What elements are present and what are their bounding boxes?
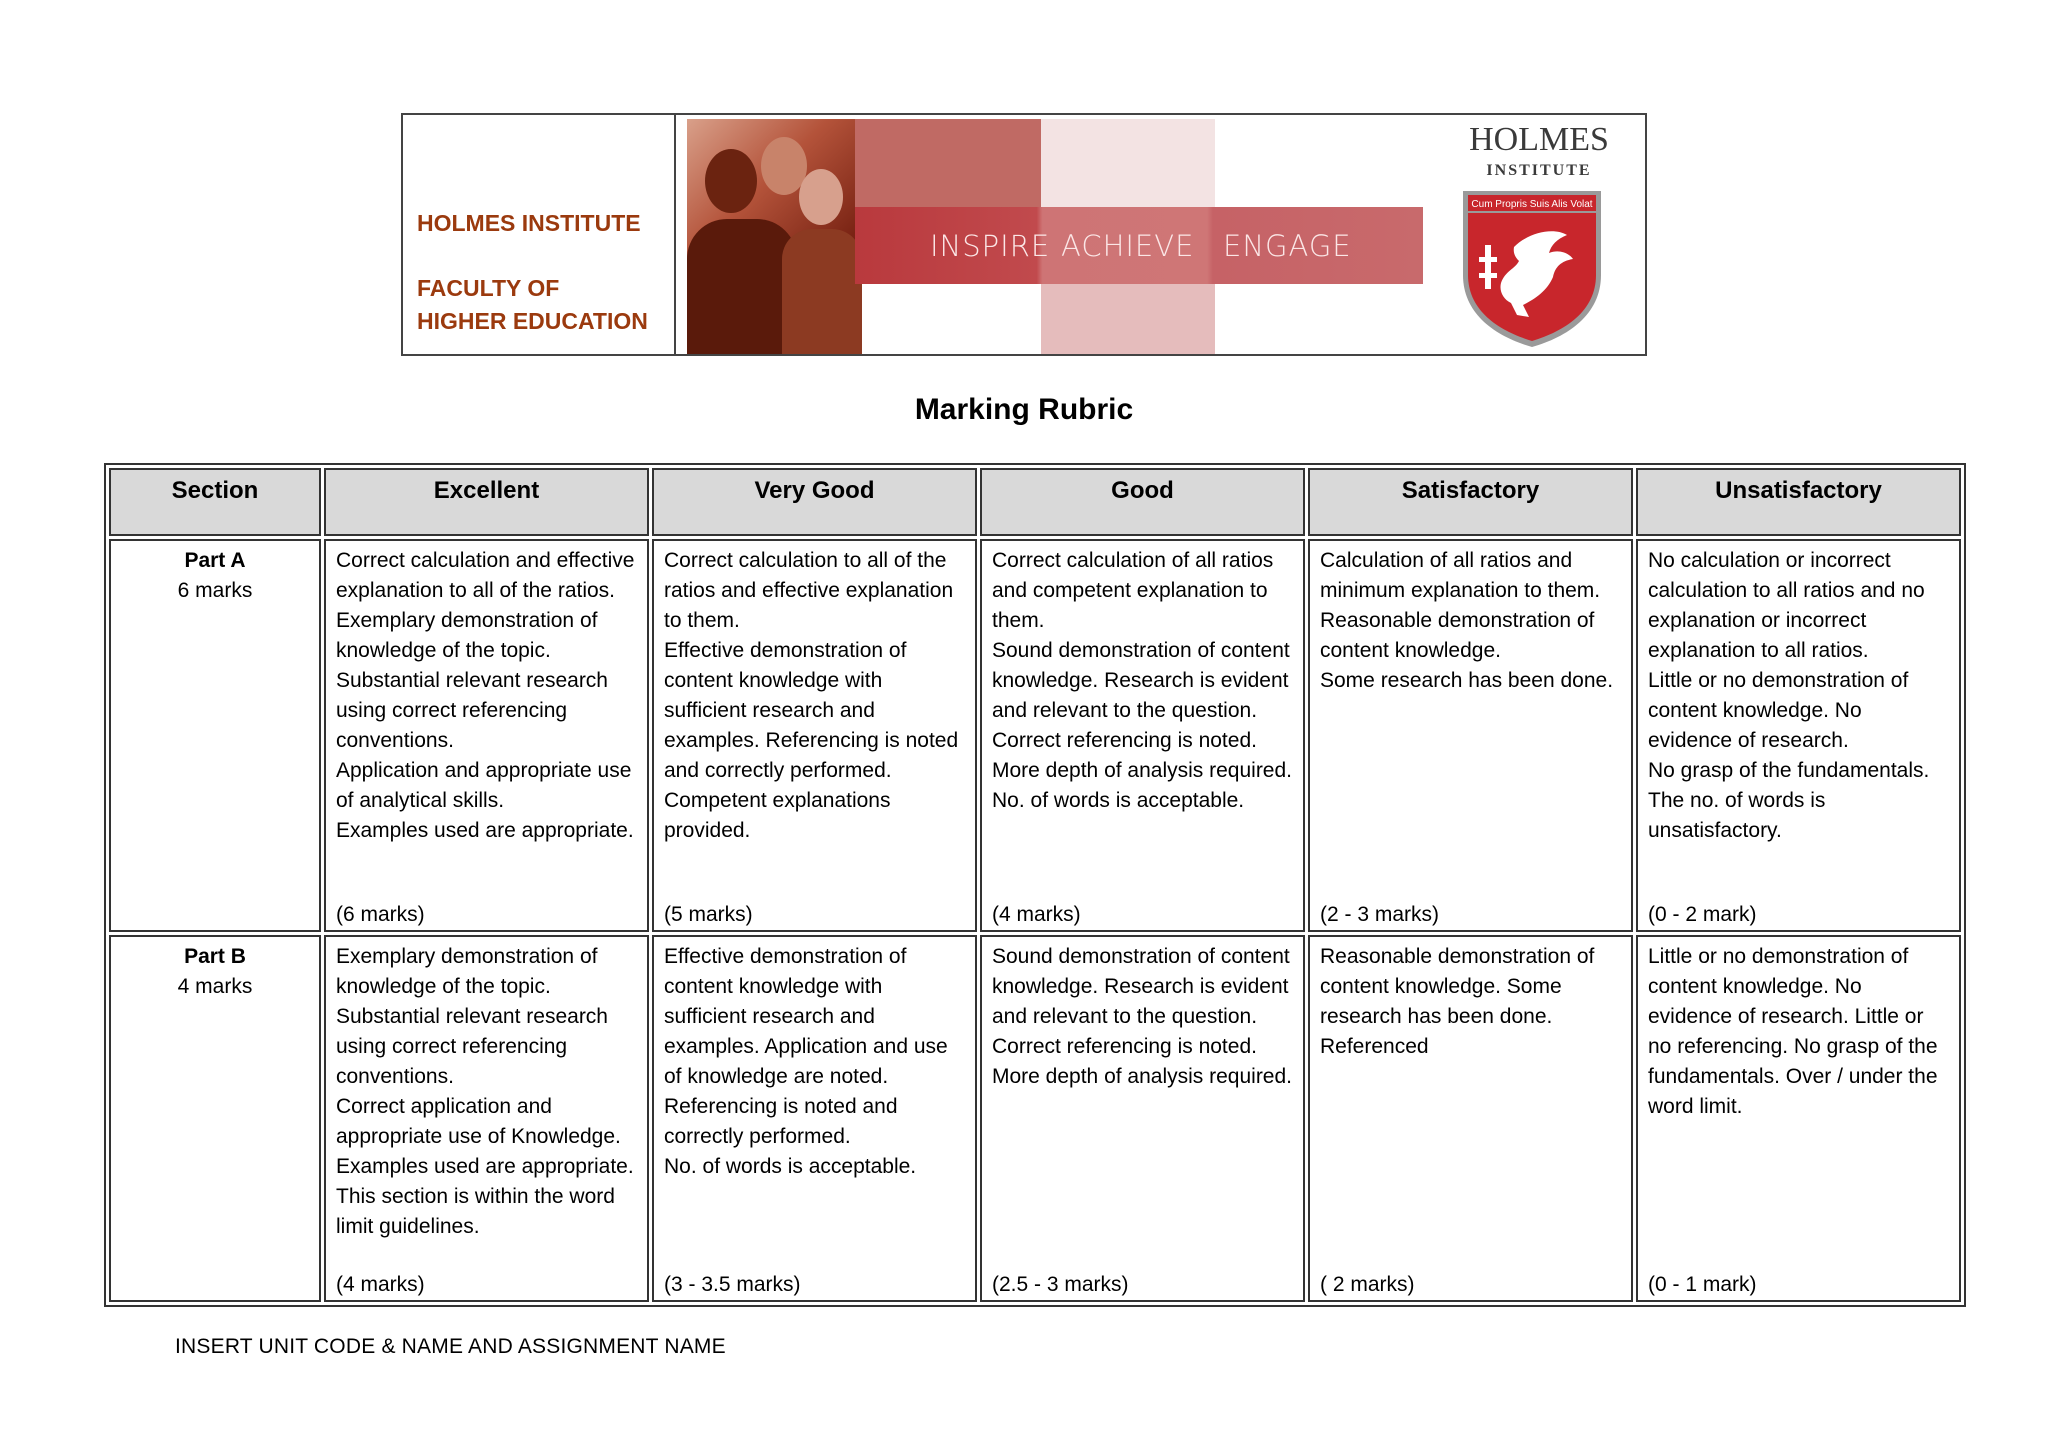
criterion-text: Reasonable demonstration of content knowledge. Some research has been done. [1320, 945, 1595, 1028]
tagline-band [855, 207, 1423, 284]
criterion-text: Effective demonstration of content knowledge with sufficient research and examples. Application and use of knowledge are noted. Referencing is noted and correctly performed. [664, 945, 948, 1148]
table-row [109, 935, 1961, 1302]
org-name-block [403, 115, 676, 354]
criterion-text: Sound demonstration of content knowledge. Research is evident and relevant to the question. Correct referencing is noted. [992, 639, 1290, 752]
criterion-text: Exemplary demonstration of knowledge of the topic. [336, 609, 598, 662]
rubric-cell [652, 539, 977, 932]
criterion-text: Exemplary demonstration of knowledge of the topic. [336, 945, 598, 998]
criterion-text: Reasonable demonstration of content knowledge. [1320, 609, 1595, 662]
shield-crest-icon [1459, 187, 1605, 351]
criterion-text: This section is within the word limit guidelines. [336, 1185, 615, 1238]
marks-range: (2.5 - 3 marks) [992, 1273, 1129, 1296]
marks-range: (6 marks) [336, 903, 425, 926]
criterion-text: No. of words is acceptable. [664, 1155, 917, 1178]
students-photo [687, 119, 855, 354]
rubric-cell [1308, 539, 1633, 932]
criterion-text: Calculation of all ratios and minimum explanation to them. [1320, 549, 1601, 602]
criterion-text: No grasp of the fundamentals. [1648, 759, 1930, 782]
rubric-cell [1308, 935, 1633, 1302]
marking-rubric-table [104, 463, 1966, 1307]
criterion-text: Substantial relevant research using correct referencing conventions. [336, 1005, 608, 1088]
criterion-text: Correct calculation to all of the ratios and effective explanation to them. [664, 549, 954, 632]
section-name: Part A [184, 549, 246, 572]
banner-block [855, 119, 1041, 209]
criterion-text: Correct calculation and effective explanation to all of the ratios. [336, 549, 635, 602]
criterion-text: Correct calculation of all ratios and competent explanation to them. [992, 549, 1274, 632]
tagline-achieve: ACHIEVE [1061, 228, 1195, 263]
criterion-text: Some research has been done. [1320, 669, 1614, 692]
table-header-row [109, 468, 1961, 536]
banner-image [676, 115, 1436, 354]
table-row [109, 539, 1961, 932]
section-cell-part-a [109, 539, 321, 932]
marks-range: (0 - 1 mark) [1648, 1273, 1757, 1296]
faculty-line-1: FACULTY OF [417, 275, 560, 301]
rubric-cell [652, 935, 977, 1302]
criterion-text: Little or no demonstration of content knowledge. No evidence of research. Little or no referencing. No grasp of the fundamentals. Over / under the word limit. [1648, 945, 1938, 1118]
criterion-text: Effective demonstration of content knowledge with sufficient research and examples. Referencing is noted and correctly performed. Competent explanations provided. [664, 639, 959, 842]
marks-range: (2 - 3 marks) [1320, 903, 1440, 926]
criterion-text: The no. of words is unsatisfactory. [1648, 789, 1826, 842]
rubric-cell [324, 935, 649, 1302]
marks-range: (4 marks) [992, 903, 1081, 926]
marks-range: ( 2 marks) [1320, 1273, 1415, 1296]
criterion-text: Application and appropriate use of analytical skills. [336, 759, 632, 812]
section-name: Part B [184, 945, 246, 968]
criterion-text: Substantial relevant research using correct referencing conventions. [336, 669, 608, 752]
criterion-text: No. of words is acceptable. [992, 789, 1245, 812]
org-name: HOLMES INSTITUTE [417, 210, 641, 236]
criterion-text: Correct application and appropriate use of Knowledge. Examples used are appropriate. [336, 1095, 634, 1178]
marks-range: (0 - 2 mark) [1648, 903, 1757, 926]
rubric-cell [324, 539, 649, 932]
criterion-text: More depth of analysis required. [992, 759, 1292, 782]
tagline-engage: ENGAGE [1223, 228, 1352, 263]
marks-range: (4 marks) [336, 1273, 425, 1296]
column-header-excellent: Excellent [324, 468, 649, 536]
criterion-text: No calculation or incorrect calculation to all ratios and no explanation or incorrect explanation to all ratios. [1648, 549, 1925, 662]
rubric-cell [980, 539, 1305, 932]
marks-range: (3 - 3.5 marks) [664, 1273, 801, 1296]
rubric-cell [980, 935, 1305, 1302]
logo-motto: Cum Propris Suis Alis Volat [1471, 199, 1593, 210]
faculty-line-2: HIGHER EDUCATION [417, 308, 648, 334]
section-cell-part-b [109, 935, 321, 1302]
section-marks: 6 marks [177, 579, 253, 602]
page-title: Marking Rubric [914, 393, 1134, 426]
column-header-good: Good [980, 468, 1305, 536]
banner-block [1041, 119, 1215, 209]
column-header-very-good: Very Good [652, 468, 977, 536]
institute-logo [1436, 115, 1645, 354]
header-banner [401, 113, 1647, 356]
rubric-cell [1636, 935, 1961, 1302]
column-header-satisfactory: Satisfactory [1308, 468, 1633, 536]
banner-block [1041, 280, 1215, 354]
logo-title: HOLMES [1469, 121, 1609, 158]
criterion-text: Little or no demonstration of content knowledge. No evidence of research. [1648, 669, 1909, 752]
section-marks: 4 marks [177, 975, 253, 998]
criterion-text: Referenced [1320, 1035, 1429, 1058]
column-header-section: Section [109, 468, 321, 536]
marks-range: (5 marks) [664, 903, 753, 926]
tagline-inspire: INSPIRE [930, 228, 1051, 263]
logo-subtitle: INSTITUTE [1486, 162, 1592, 179]
rubric-cell [1636, 539, 1961, 932]
column-header-unsatisfactory: Unsatisfactory [1636, 468, 1961, 536]
footer-placeholder: INSERT UNIT CODE & NAME AND ASSIGNMENT NAME [175, 1335, 726, 1358]
criterion-text: Examples used are appropriate. [336, 819, 634, 842]
criterion-text: Sound demonstration of content knowledge. Research is evident and relevant to the question. Correct referencing is noted. More depth of analysis required. [992, 945, 1292, 1088]
